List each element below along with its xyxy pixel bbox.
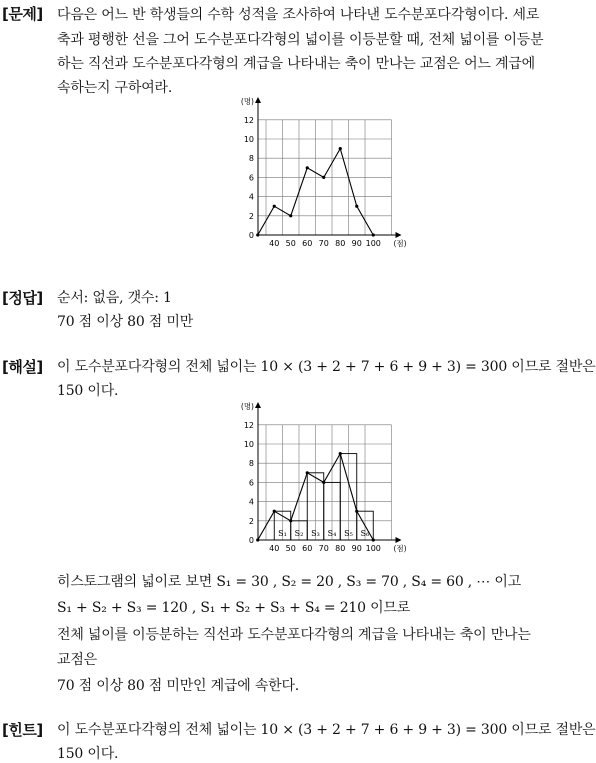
x-tick-label: 50 — [285, 239, 296, 248]
x-tick-label: 40 — [269, 239, 280, 248]
x-tick-label: 80 — [335, 239, 346, 248]
bar-label: S₂ — [294, 529, 304, 538]
data-point — [355, 205, 358, 208]
data-point — [256, 538, 259, 541]
data-point — [273, 510, 276, 513]
explanation-tag: [해설] — [2, 358, 43, 376]
bar-label: S₁ — [278, 529, 287, 538]
x-tick-label: 40 — [269, 544, 280, 553]
answer-line-2: 70 점 이상 80 점 미만 — [57, 314, 194, 330]
y-axis-label: (명) — [240, 402, 254, 411]
explanation-line-2: 150 이다. — [57, 383, 119, 399]
problem-line-4: 속하는지 구하여라. — [57, 80, 173, 96]
data-point — [339, 452, 342, 455]
y-tick-label: 6 — [248, 173, 254, 183]
answer-tag: [정답] — [2, 289, 43, 307]
bar-label: S₃ — [311, 529, 320, 538]
explanation-line-5: 전체 넓이를 이등분하는 직선과 도수분포다각형의 계급을 나타내는 축이 만나는 — [57, 627, 531, 643]
histogram-polygon-chart — [228, 400, 407, 560]
x-tick-label: 100 — [365, 239, 381, 248]
y-tick-label: 8 — [248, 459, 254, 469]
y-tick-label: 0 — [248, 536, 254, 545]
data-point — [289, 519, 292, 522]
x-axis-arrow — [396, 537, 402, 543]
y-tick-label: 2 — [248, 211, 254, 221]
y-tick-label: 12 — [243, 420, 254, 430]
data-point — [372, 233, 375, 236]
x-axis-label: (점) — [393, 239, 407, 248]
data-point — [306, 166, 309, 169]
y-tick-label: 2 — [248, 516, 254, 526]
data-point — [372, 538, 375, 541]
y-tick-label: 8 — [248, 154, 254, 164]
data-point — [322, 176, 325, 179]
data-point — [306, 471, 309, 474]
y-tick-label: 6 — [248, 478, 254, 488]
problem-tag: [문제] — [2, 5, 43, 23]
data-point — [339, 147, 342, 150]
data-point — [289, 214, 292, 217]
y-axis-label: (명) — [240, 97, 254, 106]
hint-line-1: 이 도수분포다각형의 전체 넓이는 10 × (3 + 2 + 7 + 6 + 9 + 3) = 300 이므로 절반은 — [57, 722, 596, 738]
x-tick-label: 60 — [302, 239, 313, 248]
x-tick-label: 100 — [365, 544, 381, 553]
x-tick-label: 90 — [351, 544, 362, 553]
frequency-polygon-chart — [228, 95, 407, 255]
x-tick-label: 50 — [285, 544, 296, 553]
problem-line-1: 다음은 어느 반 학생들의 수학 성적을 조사하여 나타낸 도수분포다각형이다. 세로 — [57, 7, 540, 23]
y-tick-label: 4 — [248, 192, 254, 202]
explanation-line-6: 교점은 — [57, 652, 97, 668]
bar-label: S₅ — [344, 529, 353, 538]
answer-line-1: 순서: 없음, 갯수: 1 — [57, 290, 172, 306]
x-axis-arrow — [396, 232, 402, 238]
y-axis-arrow — [255, 97, 261, 103]
data-point — [355, 510, 358, 513]
problem-line-2: 축과 평행한 선을 그어 도수분포다각형의 넓이를 이등분할 때, 전체 넓이를 이등분 — [57, 32, 544, 48]
bar-label: S₆ — [360, 529, 370, 538]
y-tick-label: 10 — [243, 135, 254, 144]
bar-label: S₄ — [327, 529, 337, 538]
explanation-line-7: 70 점 이상 80 점 미만인 계급에 속한다. — [57, 678, 300, 694]
y-tick-label: 12 — [243, 115, 254, 125]
x-tick-label: 80 — [335, 544, 346, 553]
y-tick-label: 4 — [248, 497, 254, 507]
explanation-line-1: 이 도수분포다각형의 전체 넓이는 10 × (3 + 2 + 7 + 6 + 9 + 3) = 300 이므로 절반은 — [57, 359, 596, 375]
explanation-line-4: S₁ + S₂ + S₃ = 120 , S₁ + S₂ + S₃ + S₄ = 210 이므로 — [57, 600, 411, 616]
data-point — [273, 205, 276, 208]
y-tick-label: 0 — [248, 231, 254, 240]
x-axis-label: (점) — [393, 544, 407, 553]
x-tick-label: 90 — [351, 239, 362, 248]
hint-line-2: 150 이다. — [57, 746, 119, 762]
hint-tag: [힌트] — [2, 721, 43, 739]
data-point — [256, 233, 259, 236]
data-point — [322, 481, 325, 484]
y-axis-arrow — [255, 402, 261, 408]
x-tick-label: 70 — [318, 544, 329, 553]
x-tick-label: 70 — [318, 239, 329, 248]
y-tick-label: 10 — [243, 440, 254, 449]
problem-line-3: 하는 직선과 도수분포다각형의 계급을 나타내는 축이 만나는 교점은 어느 계급에 — [57, 56, 535, 72]
x-tick-label: 60 — [302, 544, 313, 553]
explanation-line-3: 히스토그램의 넓이로 보면 S₁ = 30 , S₂ = 20 , S₃ = 70 , S₄ = 60 , ⋯ 이고 — [57, 574, 522, 590]
